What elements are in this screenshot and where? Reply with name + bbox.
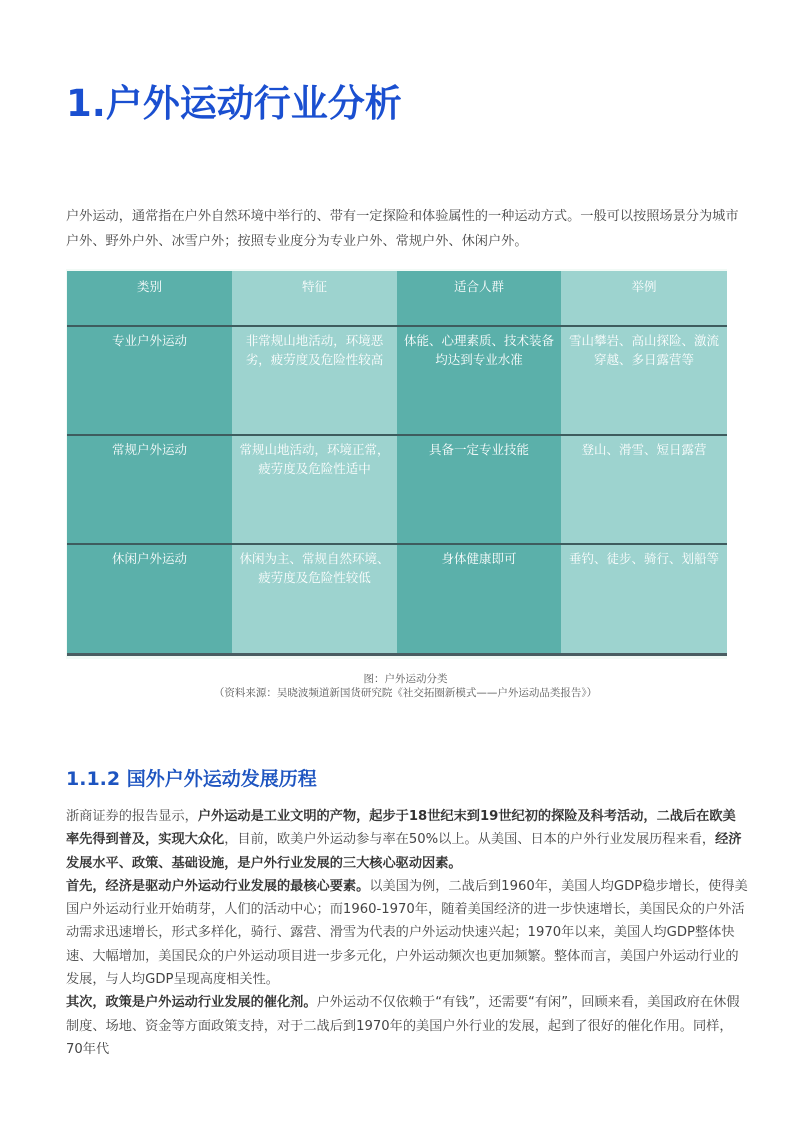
paragraph-3 bbox=[66, 991, 748, 1061]
cell-category: 常规户外运动 bbox=[67, 435, 232, 544]
paragraph-1 bbox=[66, 805, 748, 875]
table-header-row bbox=[67, 271, 727, 326]
paragraph-2 bbox=[66, 875, 748, 991]
cell-features: 休闲为主、常规自然环境、疲劳度及危险性较低 bbox=[232, 544, 397, 654]
page-title: 1.户外运动行业分析 bbox=[66, 82, 402, 125]
cell-features: 常规山地活动，环境正常，疲劳度及危险性适中 bbox=[232, 435, 397, 544]
bold-text: 其次，政策是户外运动行业发展的催化剂。 bbox=[66, 995, 317, 1011]
header-suitable-people: 适合人群 bbox=[397, 271, 561, 326]
table-row bbox=[67, 544, 727, 654]
text-span: 以美国为例，二战后到1960年，美国人均GDP稳步增长，使得美国户外运动行业开始萌芽，人们的活动中心；而1960-1970年，随着美国经济的进一步快速增长，美国民众的户外活动需求迅速增长，形式多样化，骑行、露营、滑雪为代表的户外运动快速兴起；1970年以来，美国人均GDP整体快速、大幅增加，美国民众的户外运动项目进一步多元化，户外运动频次也更加频繁。整体而言，美国户外运动行业的发展，与人均GDP呈现高度相关性。 bbox=[66, 878, 748, 988]
table-row bbox=[67, 435, 727, 544]
cell-examples: 雪山攀岩、高山探险、激流穿越、多日露营等 bbox=[561, 326, 727, 435]
cell-examples: 登山、滑雪、短日露营 bbox=[561, 435, 727, 544]
text-span: 浙商证券的报告显示， bbox=[66, 809, 198, 824]
text-span: 户外运动不仅依赖于“有钱”，还需要“有闲”，回顾来看，美国政府在休假制度、场地、资金等方面政策支持，对于二战后到1970年的美国户外行业的发展，起到了很好的催化作用。同样，70年代 bbox=[66, 995, 740, 1057]
cell-features: 非常规山地活动，环境恶劣，疲劳度及危险性较高 bbox=[232, 326, 397, 435]
classification-figure bbox=[66, 269, 727, 659]
cell-examples: 垂钓、徒步、骑行、划船等 bbox=[561, 544, 727, 654]
intro-paragraph: 户外运动，通常指在户外自然环境中举行的、带有一定探险和体验属性的一种运动方式。一般可以按照场景分为城市户外、野外户外、冰雪户外；按照专业度分为专业户外、常规户外、休闲户外。 bbox=[66, 209, 739, 249]
bold-text: 首先，经济是驱动户外运动行业发展的最核心要素。 bbox=[66, 878, 370, 894]
cell-suitable-people: 体能、心理素质、技术装备均达到专业水准 bbox=[397, 326, 561, 435]
header-examples: 举例 bbox=[561, 271, 727, 326]
section-heading: 1.1.2 国外户外运动发展历程 bbox=[66, 768, 317, 790]
cell-suitable-people: 具备一定专业技能 bbox=[397, 435, 561, 544]
bold-text: 户外运动是工业文明的产物，起步于18世纪末到19世纪初的探险及科考活动，二战后在欧美率先得到普及，实现大众化 bbox=[66, 809, 736, 848]
figure-caption: 图：户外运动分类 bbox=[363, 673, 448, 685]
outdoor-sports-classification-table bbox=[67, 271, 727, 656]
text-span: ，目前，欧美户外运动参与率在50%以上。从美国、日本的户外行业发展历程来看， bbox=[224, 832, 716, 848]
cell-category: 休闲户外运动 bbox=[67, 544, 232, 654]
header-category: 类别 bbox=[67, 271, 232, 326]
cell-category: 专业户外运动 bbox=[67, 326, 232, 435]
bold-text: 经济发展水平、政策、基础设施，是户外行业发展的三大核心驱动因素。 bbox=[66, 832, 742, 871]
header-features: 特征 bbox=[232, 271, 397, 326]
table-row bbox=[67, 326, 727, 435]
cell-suitable-people: 身体健康即可 bbox=[397, 544, 561, 654]
section-body bbox=[66, 805, 748, 1061]
figure-source: （资料来源：吴晓波频道新国货研究院《社交拓圈新模式——户外运动品类报告》） bbox=[213, 687, 598, 699]
